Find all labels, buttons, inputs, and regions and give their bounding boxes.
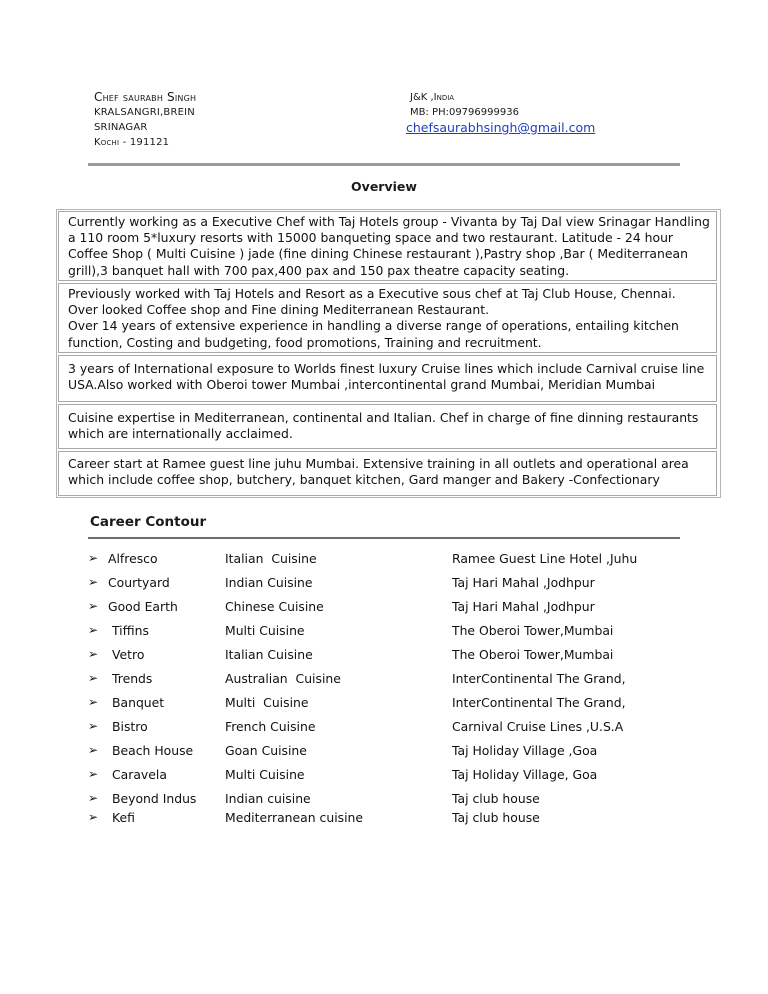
hotel-name: Taj Holiday Village ,Goa bbox=[452, 743, 598, 758]
career-row bbox=[88, 623, 688, 647]
career-row bbox=[88, 695, 688, 719]
contact-block-right bbox=[406, 90, 596, 136]
phone-number: MB: PH:09796999936 bbox=[410, 107, 519, 118]
outlet-name: Caravela bbox=[112, 767, 167, 782]
arrow-bullet-icon: ➢ bbox=[88, 743, 99, 757]
outlet-name: Trends bbox=[112, 671, 153, 686]
hotel-name: Taj Hari Mahal ,Jodhpur bbox=[452, 575, 595, 590]
cuisine-type: Indian cuisine bbox=[225, 791, 311, 806]
arrow-bullet-icon: ➢ bbox=[88, 623, 99, 637]
arrow-bullet-icon: ➢ bbox=[88, 695, 99, 709]
overview-section bbox=[56, 209, 721, 498]
overview-paragraph: Career start at Ramee guest line juhu Mumbai. Extensive training in all outlets and operational area which include coffee shop, butchery, banquet kitchen, Gard manger and Bakery -Confectionary bbox=[58, 451, 717, 496]
contact-block-left bbox=[94, 90, 196, 150]
arrow-bullet-icon: ➢ bbox=[88, 791, 99, 805]
career-contour-heading: Career Contour bbox=[90, 514, 207, 530]
career-row bbox=[88, 647, 688, 671]
cuisine-type: Italian Cuisine bbox=[225, 647, 313, 662]
overview-paragraph: Currently working as a Executive Chef with Taj Hotels group - Vivanta by Taj Dal view Srinagar Handling a 110 room 5*luxury resorts with 15000 banqueting space and two restaurant. Latitude - 24 hour Coffee Shop ( Multi Cuisine ) jade (fine dining Chinese restaurant ),Pastry shop ,Bar ( Mediterranean grill),3 banquet hall with 700 pax,400 pax and 150 pax theatre capacity seating. bbox=[58, 211, 717, 281]
outlet-name: Kefi bbox=[112, 810, 135, 825]
career-row bbox=[88, 719, 688, 743]
arrow-bullet-icon: ➢ bbox=[88, 767, 99, 781]
hotel-name: The Oberoi Tower,Mumbai bbox=[452, 623, 614, 638]
cuisine-type: Goan Cuisine bbox=[225, 743, 307, 758]
arrow-bullet-icon: ➢ bbox=[88, 719, 99, 733]
outlet-name: Good Earth bbox=[108, 599, 178, 614]
address-line-1: KRALSANGRI,BREIN bbox=[94, 107, 195, 118]
outlet-name: Beyond Indus bbox=[112, 791, 197, 806]
location: J&K ,India bbox=[410, 92, 455, 103]
cuisine-type: Multi Cuisine bbox=[225, 767, 305, 782]
cuisine-type: Multi Cuisine bbox=[225, 623, 305, 638]
hotel-name: Taj club house bbox=[452, 791, 540, 806]
hotel-name: Taj club house bbox=[452, 810, 540, 825]
career-row bbox=[88, 551, 688, 575]
overview-line: Previously worked with Taj Hotels and Resort as a Executive sous chef at Taj Club House, Chennai. bbox=[68, 286, 676, 301]
outlet-name: Banquet bbox=[112, 695, 165, 710]
hotel-name: Ramee Guest Line Hotel ,Juhu bbox=[452, 551, 638, 566]
cuisine-type: Indian Cuisine bbox=[225, 575, 313, 590]
arrow-bullet-icon: ➢ bbox=[88, 551, 99, 565]
cuisine-type: Mediterranean cuisine bbox=[225, 810, 364, 825]
outlet-name: Beach House bbox=[112, 743, 194, 758]
overview-paragraph: 3 years of International exposure to Worlds finest luxury Cruise lines which include Carnival cruise line USA.Also worked with Oberoi tower Mumbai ,intercontinental grand Mumbai, Meridian Mumbai bbox=[58, 355, 717, 402]
hotel-name: InterContinental The Grand, bbox=[452, 695, 626, 710]
hotel-name: The Oberoi Tower,Mumbai bbox=[452, 647, 614, 662]
arrow-bullet-icon: ➢ bbox=[88, 647, 99, 661]
career-row bbox=[88, 743, 688, 767]
cuisine-type: Australian Cuisine bbox=[225, 671, 341, 686]
hotel-name: InterContinental The Grand, bbox=[452, 671, 626, 686]
career-row bbox=[88, 575, 688, 599]
hotel-name: Taj Holiday Village, Goa bbox=[452, 767, 598, 782]
header-divider bbox=[88, 163, 680, 166]
hotel-name: Taj Hari Mahal ,Jodhpur bbox=[452, 599, 595, 614]
address-line-2: SRINAGAR bbox=[94, 122, 148, 133]
chef-name: Chef saurabh Singh bbox=[94, 90, 197, 104]
email-link[interactable]: chefsaurabhsingh@gmail.com bbox=[406, 120, 596, 135]
outlet-name: Vetro bbox=[112, 647, 145, 662]
cuisine-type: French Cuisine bbox=[225, 719, 316, 734]
overview-heading: Overview bbox=[351, 179, 417, 194]
arrow-bullet-icon: ➢ bbox=[88, 575, 99, 589]
hotel-name: Carnival Cruise Lines ,U.S.A bbox=[452, 719, 624, 734]
career-divider bbox=[88, 537, 680, 539]
outlet-name: Tiffins bbox=[112, 623, 149, 638]
outlet-name: Courtyard bbox=[108, 575, 170, 590]
career-row bbox=[88, 767, 688, 791]
overview-line: Over 14 years of extensive experience in handling a diverse range of operations, entailing kitchen function, Costing and budgeting, food promotions, Training and recruitment. bbox=[68, 318, 679, 350]
career-row bbox=[88, 791, 688, 810]
arrow-bullet-icon: ➢ bbox=[88, 810, 99, 824]
outlet-name: Alfresco bbox=[108, 551, 158, 566]
cuisine-type: Italian Cuisine bbox=[225, 551, 317, 566]
overview-paragraph: Cuisine expertise in Mediterranean, continental and Italian. Chef in charge of fine dinning restaurants which are internationally acclaimed. bbox=[58, 404, 717, 449]
cuisine-type: Chinese Cuisine bbox=[225, 599, 324, 614]
career-row bbox=[88, 810, 688, 829]
address-line-3: Kochi - 191121 bbox=[94, 137, 170, 148]
arrow-bullet-icon: ➢ bbox=[88, 599, 99, 613]
outlet-name: Bistro bbox=[112, 719, 148, 734]
overview-line: Over looked Coffee shop and Fine dining Mediterranean Restaurant. bbox=[68, 302, 490, 318]
career-row bbox=[88, 671, 688, 695]
career-row bbox=[88, 599, 688, 623]
arrow-bullet-icon: ➢ bbox=[88, 671, 99, 685]
cuisine-type: Multi Cuisine bbox=[225, 695, 309, 710]
overview-paragraph bbox=[58, 283, 717, 353]
career-list bbox=[88, 551, 688, 829]
